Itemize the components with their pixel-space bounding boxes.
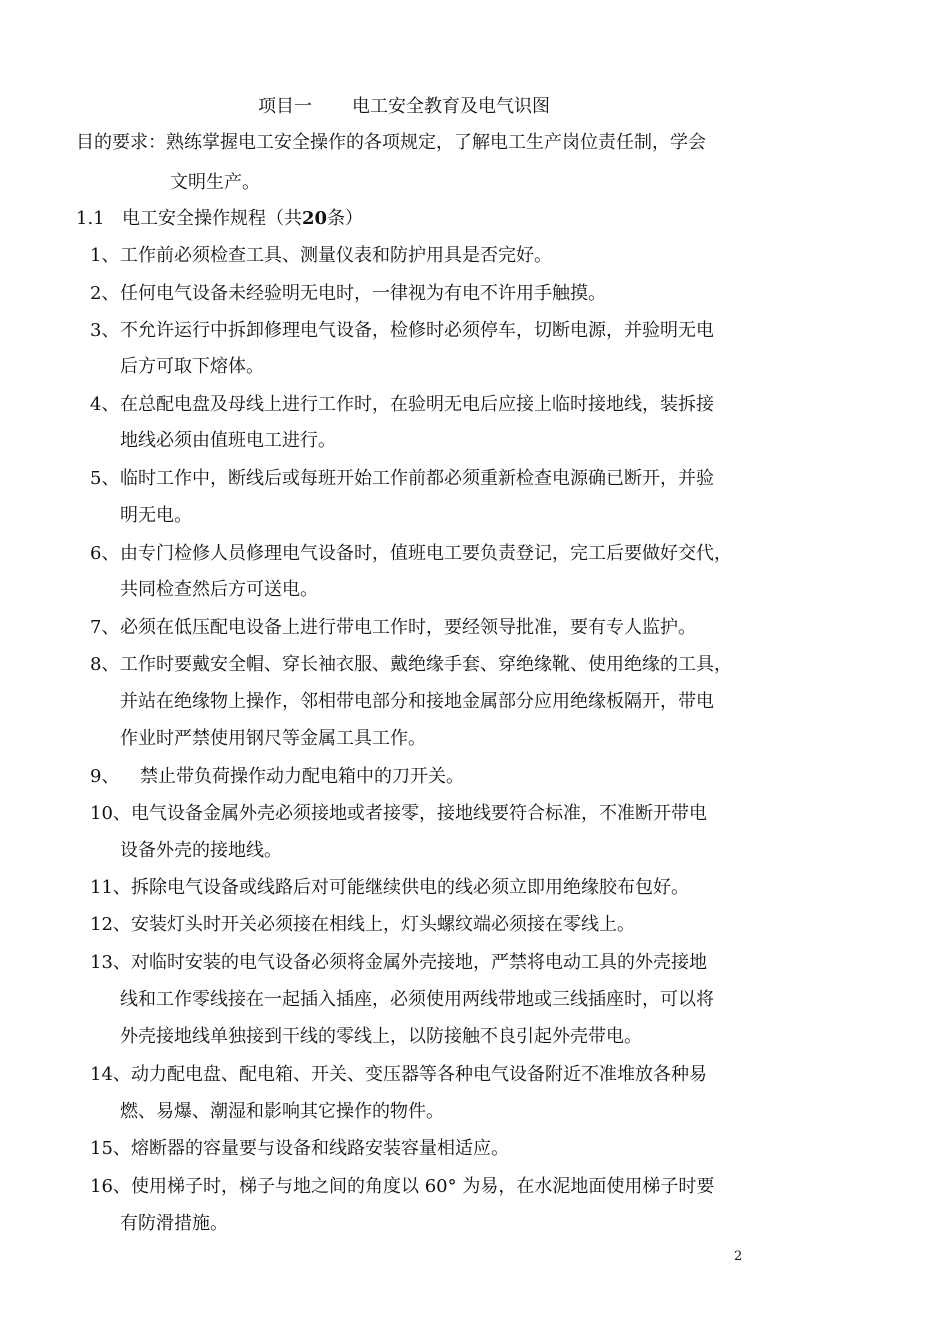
item-number: 4、 (90, 394, 120, 415)
item-line: 临时工作中，断线后或每班开始工作前都必须重新检查电源确已断开，并验 (120, 468, 714, 489)
item-number: 14、 (90, 1064, 131, 1085)
page-number: 2 (734, 1249, 743, 1264)
item-line: 工作时要戴安全帽、穿长袖衣服、戴绝缘手套、穿绝缘靴、使用绝缘的工具， (120, 654, 732, 675)
item-number: 7、 (90, 617, 120, 638)
item-number: 5、 (90, 468, 120, 489)
item-line: 对临时安装的电气设备必须将金属外壳接地，严禁将电动工具的外壳接地 (131, 952, 707, 973)
item-line: 必须在低压配电设备上进行带电工作时，要经领导批准，要有专人监护。 (120, 617, 696, 638)
item-line: 动力配电盘、配电箱、开关、变压器等各种电气设备附近不准堆放各种易 (131, 1064, 707, 1085)
item-line: 熔断器的容量要与设备和线路安装容量相适应。 (131, 1138, 509, 1159)
item-line: 作业时严禁使用钢尺等金属工具工作。 (120, 728, 426, 749)
item-line: 地线必须由值班电工进行。 (120, 430, 336, 451)
item-line: 外壳接地线单独接到干线的零线上，以防接触不良引起外壳带电。 (120, 1026, 642, 1047)
goal-line-2: 文明生产。 (170, 172, 260, 193)
section-title-suffix: 条） (327, 208, 364, 229)
item-number: 1、 (90, 245, 120, 266)
item-line: 有防滑措施。 (120, 1213, 228, 1234)
item-line: 拆除电气设备或线路后对可能继续供电的线必须立即用绝缘胶布包好。 (131, 877, 689, 898)
section-number: 1.1 (76, 208, 105, 229)
title-project-label: 项目一 (258, 96, 312, 117)
item-number: 10、 (90, 803, 131, 824)
title-text: 电工安全教育及电气识图 (352, 96, 550, 117)
item-line: 禁止带负荷操作动力配电箱中的刀开关。 (140, 766, 464, 787)
item-line: 由专门检修人员修理电气设备时，值班电工要负责登记，完工后要做好交代， (120, 543, 732, 564)
section-title-count: 20 (302, 208, 328, 229)
item-line: 燃、易爆、潮湿和影响其它操作的物件。 (120, 1101, 444, 1122)
section-heading (76, 207, 363, 231)
goal-line-1: 目的要求：熟练掌握电工安全操作的各项规定，了解电工生产岗位责任制，学会 (76, 132, 706, 153)
document-title (258, 95, 550, 119)
item-number: 8、 (90, 654, 120, 675)
item-line: 安装灯头时开关必须接在相线上，灯头螺纹端必须接在零线上。 (131, 914, 635, 935)
item-line: 共同检查然后方可送电。 (120, 579, 318, 600)
item-number: 6、 (90, 543, 120, 564)
item-number: 3、 (90, 320, 120, 341)
item-line: 电气设备金属外壳必须接地或者接零，接地线要符合标准，不准断开带电 (131, 803, 707, 824)
item-line: 设备外壳的接地线。 (120, 840, 282, 861)
item-number: 16、 (90, 1176, 131, 1197)
item-line: 任何电气设备未经验明无电时，一律视为有电不许用手触摸。 (120, 283, 606, 304)
item-number: 11、 (90, 877, 131, 898)
item-number: 13、 (90, 952, 131, 973)
item-line: 明无电。 (120, 505, 192, 526)
item-line: 线和工作零线接在一起插入插座，必须使用两线带地或三线插座时，可以将 (120, 989, 714, 1010)
item-line: 后方可取下熔体。 (120, 356, 264, 377)
item-line: 在总配电盘及母线上进行工作时，在验明无电后应接上临时接地线，装拆接 (120, 394, 714, 415)
section-title-prefix: 电工安全操作规程（共 (122, 208, 302, 229)
item-line: 并站在绝缘物上操作，邻相带电部分和接地金属部分应用绝缘板隔开，带电 (120, 691, 714, 712)
item-line: 不允许运行中拆卸修理电气设备，检修时必须停车，切断电源，并验明无电 (120, 320, 714, 341)
item-number: 12、 (90, 914, 131, 935)
item-number: 2、 (90, 283, 120, 304)
item-line: 工作前必须检查工具、测量仪表和防护用具是否完好。 (120, 245, 552, 266)
item-line: 使用梯子时，梯子与地之间的角度以 60° 为易，在水泥地面使用梯子时要 (131, 1176, 715, 1197)
item-number: 15、 (90, 1138, 131, 1159)
item-number: 9、 (90, 766, 120, 787)
